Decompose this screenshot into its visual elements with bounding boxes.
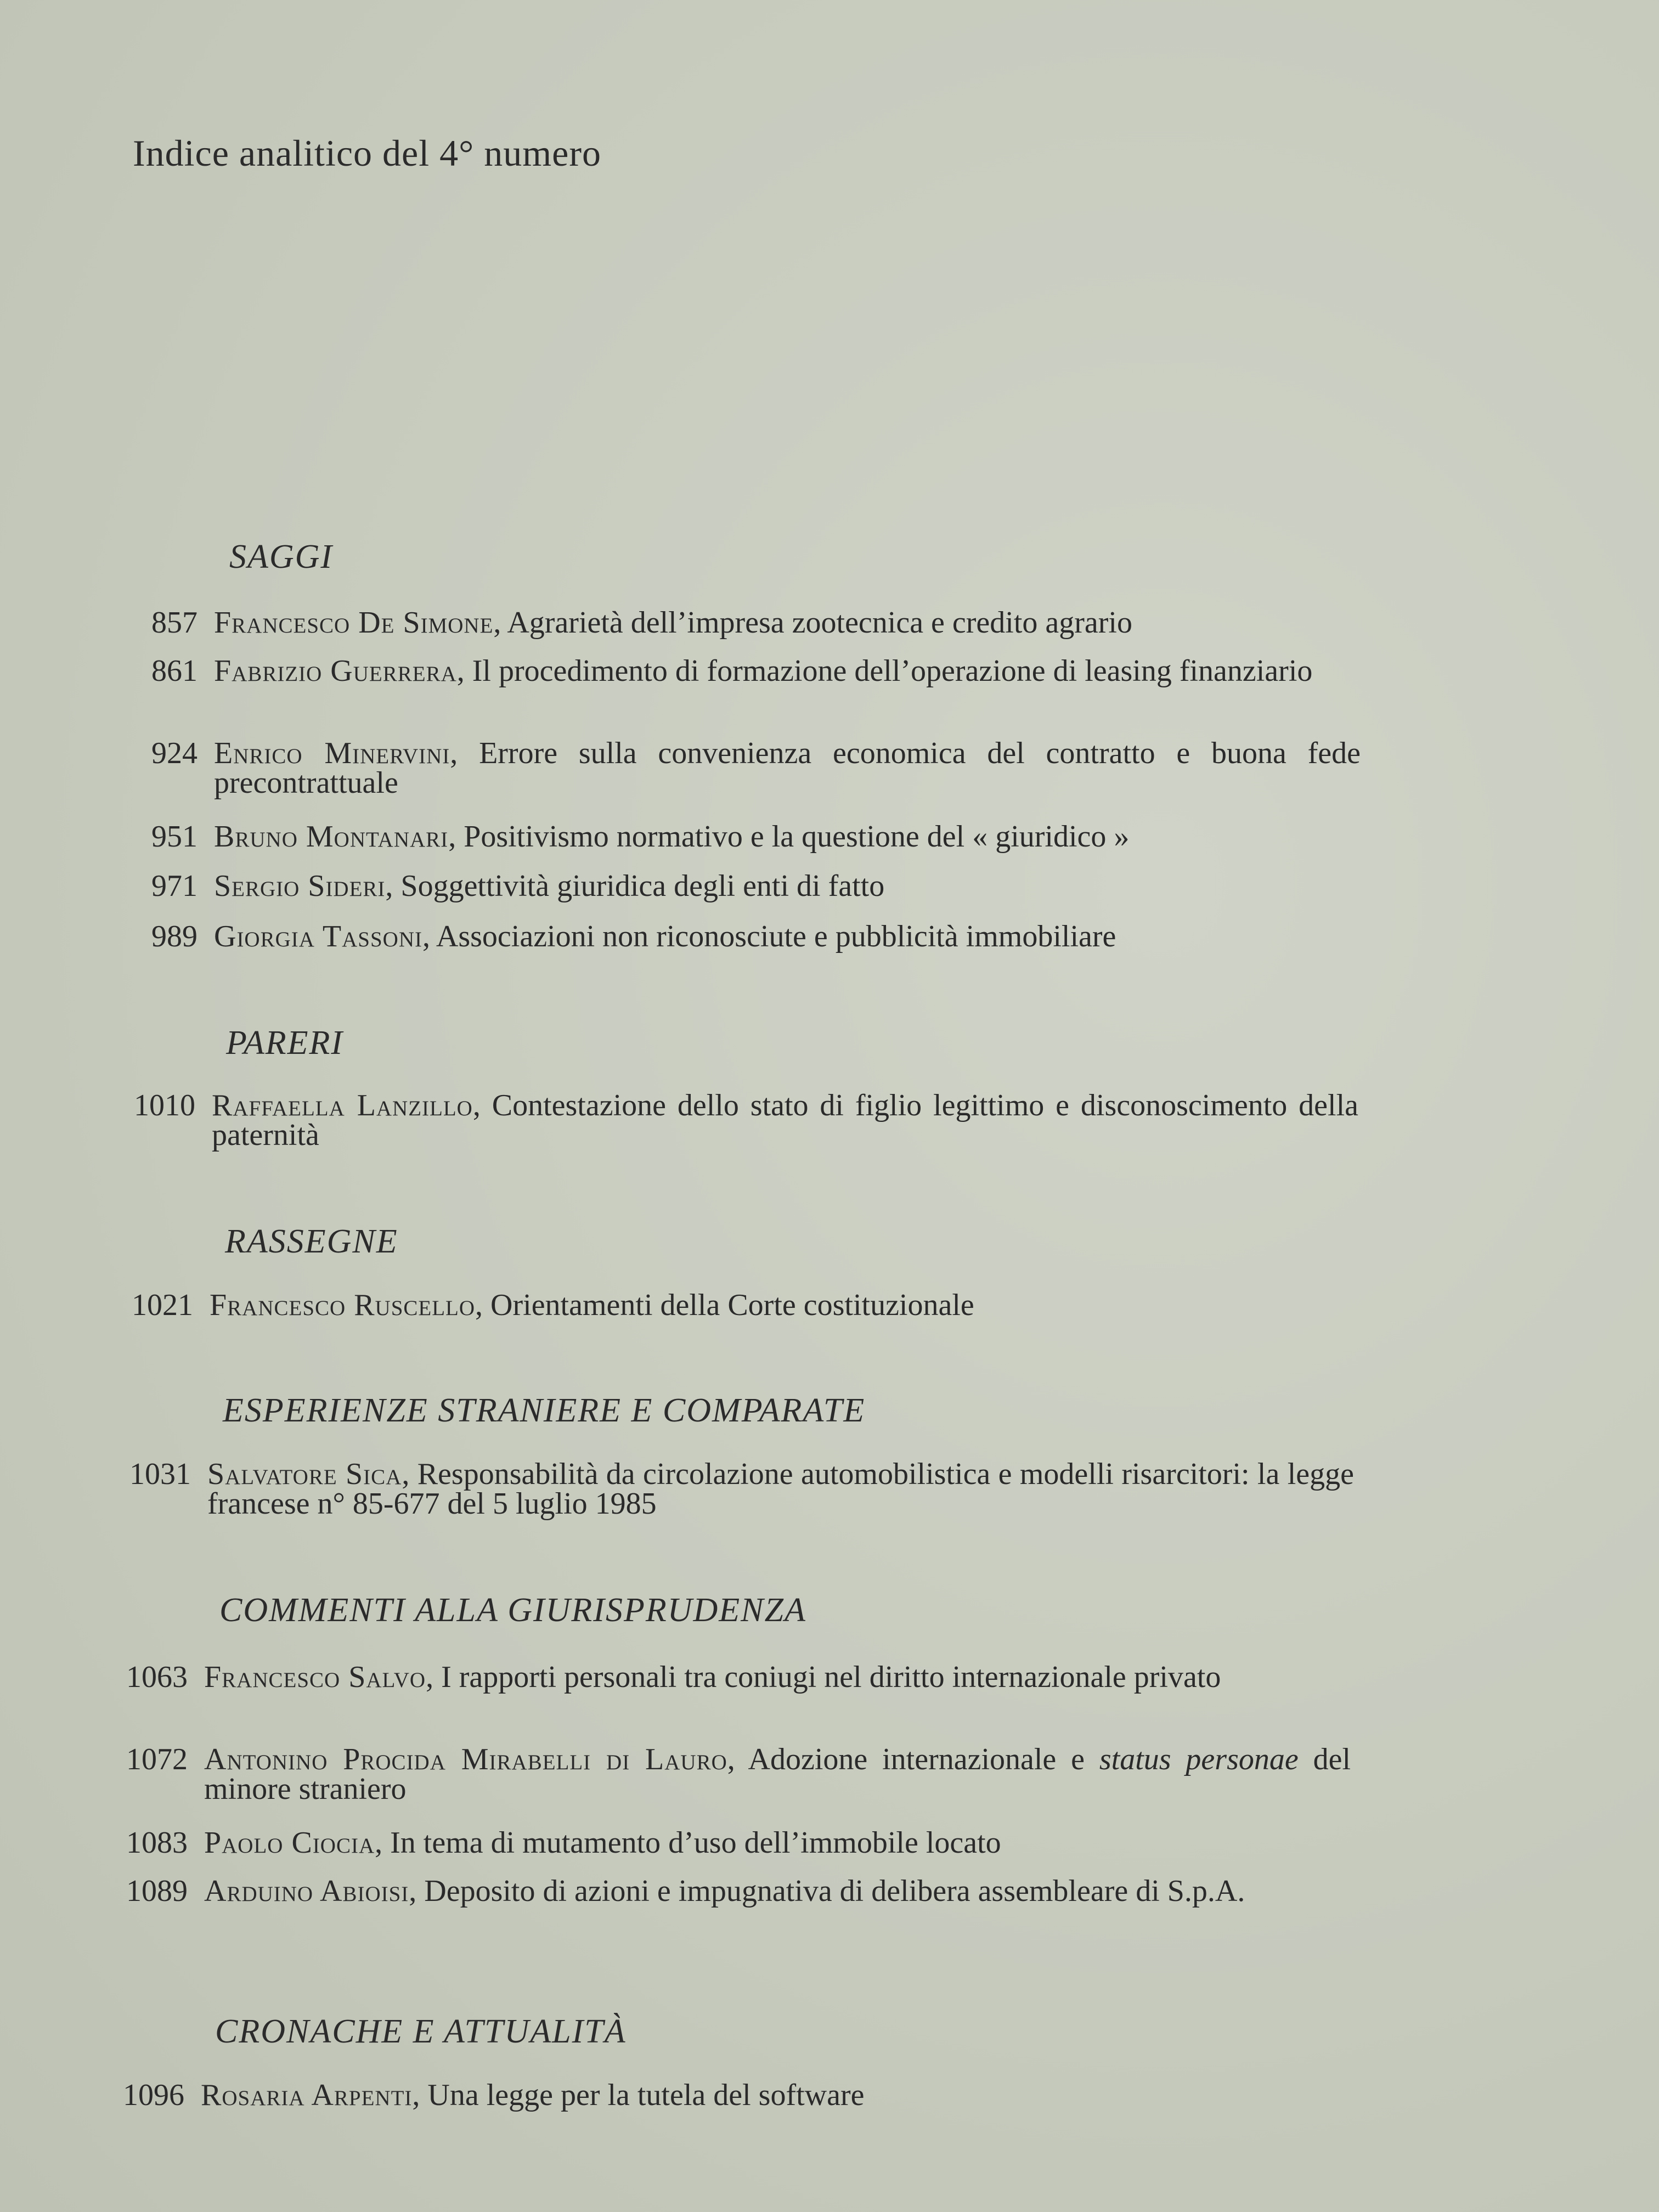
entry-separator: ,	[456, 654, 472, 688]
entry-text	[207, 1459, 1354, 1519]
entry-text	[214, 820, 1361, 854]
entry-page-number: 857	[151, 606, 198, 640]
entry-author: Fabrizio Guerrera	[214, 654, 457, 688]
entry-page-number: 989	[151, 919, 198, 953]
section-heading-saggi: SAGGI	[229, 538, 334, 575]
entry-page-number: 924	[151, 736, 198, 770]
entry-page-number: 1096	[123, 2078, 184, 2112]
entry-page-number: 971	[151, 869, 198, 903]
section-heading-pareri: PARERI	[226, 1024, 344, 1062]
entry-author: Francesco Ruscello	[210, 1288, 476, 1322]
entry-text	[214, 919, 1361, 953]
entry-text	[204, 1828, 1351, 1858]
entry-separator: ,	[727, 1742, 748, 1776]
section-heading-rassegne: RASSEGNE	[225, 1223, 398, 1260]
entry-page-number: 1021	[132, 1288, 193, 1322]
entry-text	[214, 656, 1361, 686]
entry-title-italic: status personae	[1099, 1742, 1299, 1776]
entry-text	[214, 606, 1361, 640]
entry-author: Sergio Sideri	[214, 869, 386, 903]
entry-page-number: 1031	[129, 1457, 191, 1491]
entry-title: Soggettività giuridica degli enti di fatto	[400, 869, 885, 903]
entry-author: Arduino Abioisi	[204, 1874, 409, 1908]
entry-title: Associazioni non riconosciute e pubblicità immobiliare	[436, 919, 1116, 953]
entry-separator: ,	[375, 1826, 391, 1860]
section-heading-cronache: CRONACHE E ATTUALITÀ	[215, 2013, 627, 2050]
entry-author: Paolo Ciocia	[204, 1826, 375, 1860]
entry-text	[210, 1290, 1356, 1320]
entry-separator: ,	[450, 736, 479, 770]
entry-author: Raffaella Lanzillo	[212, 1088, 473, 1122]
entry-title: In tema di mutamento d’uso dell’immobile locato	[390, 1826, 1001, 1860]
entry-title: Adozione internazionale e	[748, 1742, 1099, 1776]
entry-author: Bruno Montanari	[214, 820, 449, 854]
entry-author: Salvatore Sica	[207, 1457, 402, 1491]
entry-title: Errore sulla convenienza economica del contratto e buona fede precontrattuale	[214, 736, 1361, 800]
entry-separator: ,	[493, 606, 507, 640]
entry-page-number: 951	[151, 820, 198, 854]
entry-text	[204, 1742, 1351, 1806]
entry-separator: ,	[422, 919, 436, 953]
entry-title: I rapporti personali tra coniugi nel diritto internazionale privato	[441, 1660, 1221, 1694]
entry-author: Francesco De Simone	[214, 606, 494, 640]
entry-text	[212, 1088, 1359, 1152]
section-heading-esperienze: ESPERIENZE STRANIERE E COMPARATE	[223, 1392, 866, 1429]
entry-separator: ,	[412, 2078, 428, 2112]
entry-title-rest: del minore straniero	[204, 1742, 1351, 1806]
entry-separator: ,	[426, 1660, 442, 1694]
page-title: Indice analitico del 4° numero	[133, 132, 602, 174]
entry-title: Orientamenti della Corte costituzionale	[490, 1288, 974, 1322]
entry-page-number: 1010	[134, 1088, 195, 1122]
entry-author: Antonino Procida Mirabelli di Lauro	[204, 1742, 727, 1776]
entry-title: Contestazione dello stato di figlio legittimo e disconoscimento della paternità	[212, 1088, 1359, 1152]
entry-page-number: 1063	[126, 1660, 188, 1694]
entry-title: Responsabilità da circolazione automobilistica e modelli risarcitori: la legge francese n° 85-677 del 5 luglio 1985	[207, 1457, 1354, 1521]
entry-page-number: 1083	[126, 1826, 188, 1860]
entry-text	[201, 2080, 1347, 2110]
section-heading-commenti: COMMENTI ALLA GIURISPRUDENZA	[219, 1592, 806, 1629]
entry-title: Positivismo normativo e la questione del « giuridico »	[464, 820, 1130, 854]
entry-title: Deposito di azioni e impugnativa di delibera assembleare di S.p.A.	[424, 1874, 1245, 1908]
entry-separator: ,	[402, 1457, 417, 1491]
entry-page-number: 1089	[126, 1874, 188, 1908]
entry-page-number: 861	[151, 654, 198, 688]
entry-author: Enrico Minervini	[214, 736, 450, 770]
entry-separator: ,	[448, 820, 464, 854]
entry-text	[204, 1662, 1351, 1692]
entry-separator: ,	[475, 1288, 491, 1322]
entry-page-number: 1072	[126, 1742, 188, 1776]
entry-separator: ,	[472, 1088, 492, 1122]
entry-author: Francesco Salvo	[204, 1660, 426, 1694]
entry-text	[214, 871, 1361, 901]
entry-title: Una legge per la tutela del software	[427, 2078, 865, 2112]
entry-text	[204, 1876, 1351, 1906]
entry-separator: ,	[409, 1874, 425, 1908]
entry-separator: ,	[385, 869, 401, 903]
entry-author: Giorgia Tassoni	[214, 919, 422, 953]
entry-author: Rosaria Arpenti	[201, 2078, 413, 2112]
entry-text	[214, 738, 1361, 798]
entry-title: Agrarietà dell’impresa zootecnica e credito agrario	[507, 606, 1132, 640]
entry-title: Il procedimento di formazione dell’operazione di leasing finanziario	[472, 654, 1313, 688]
